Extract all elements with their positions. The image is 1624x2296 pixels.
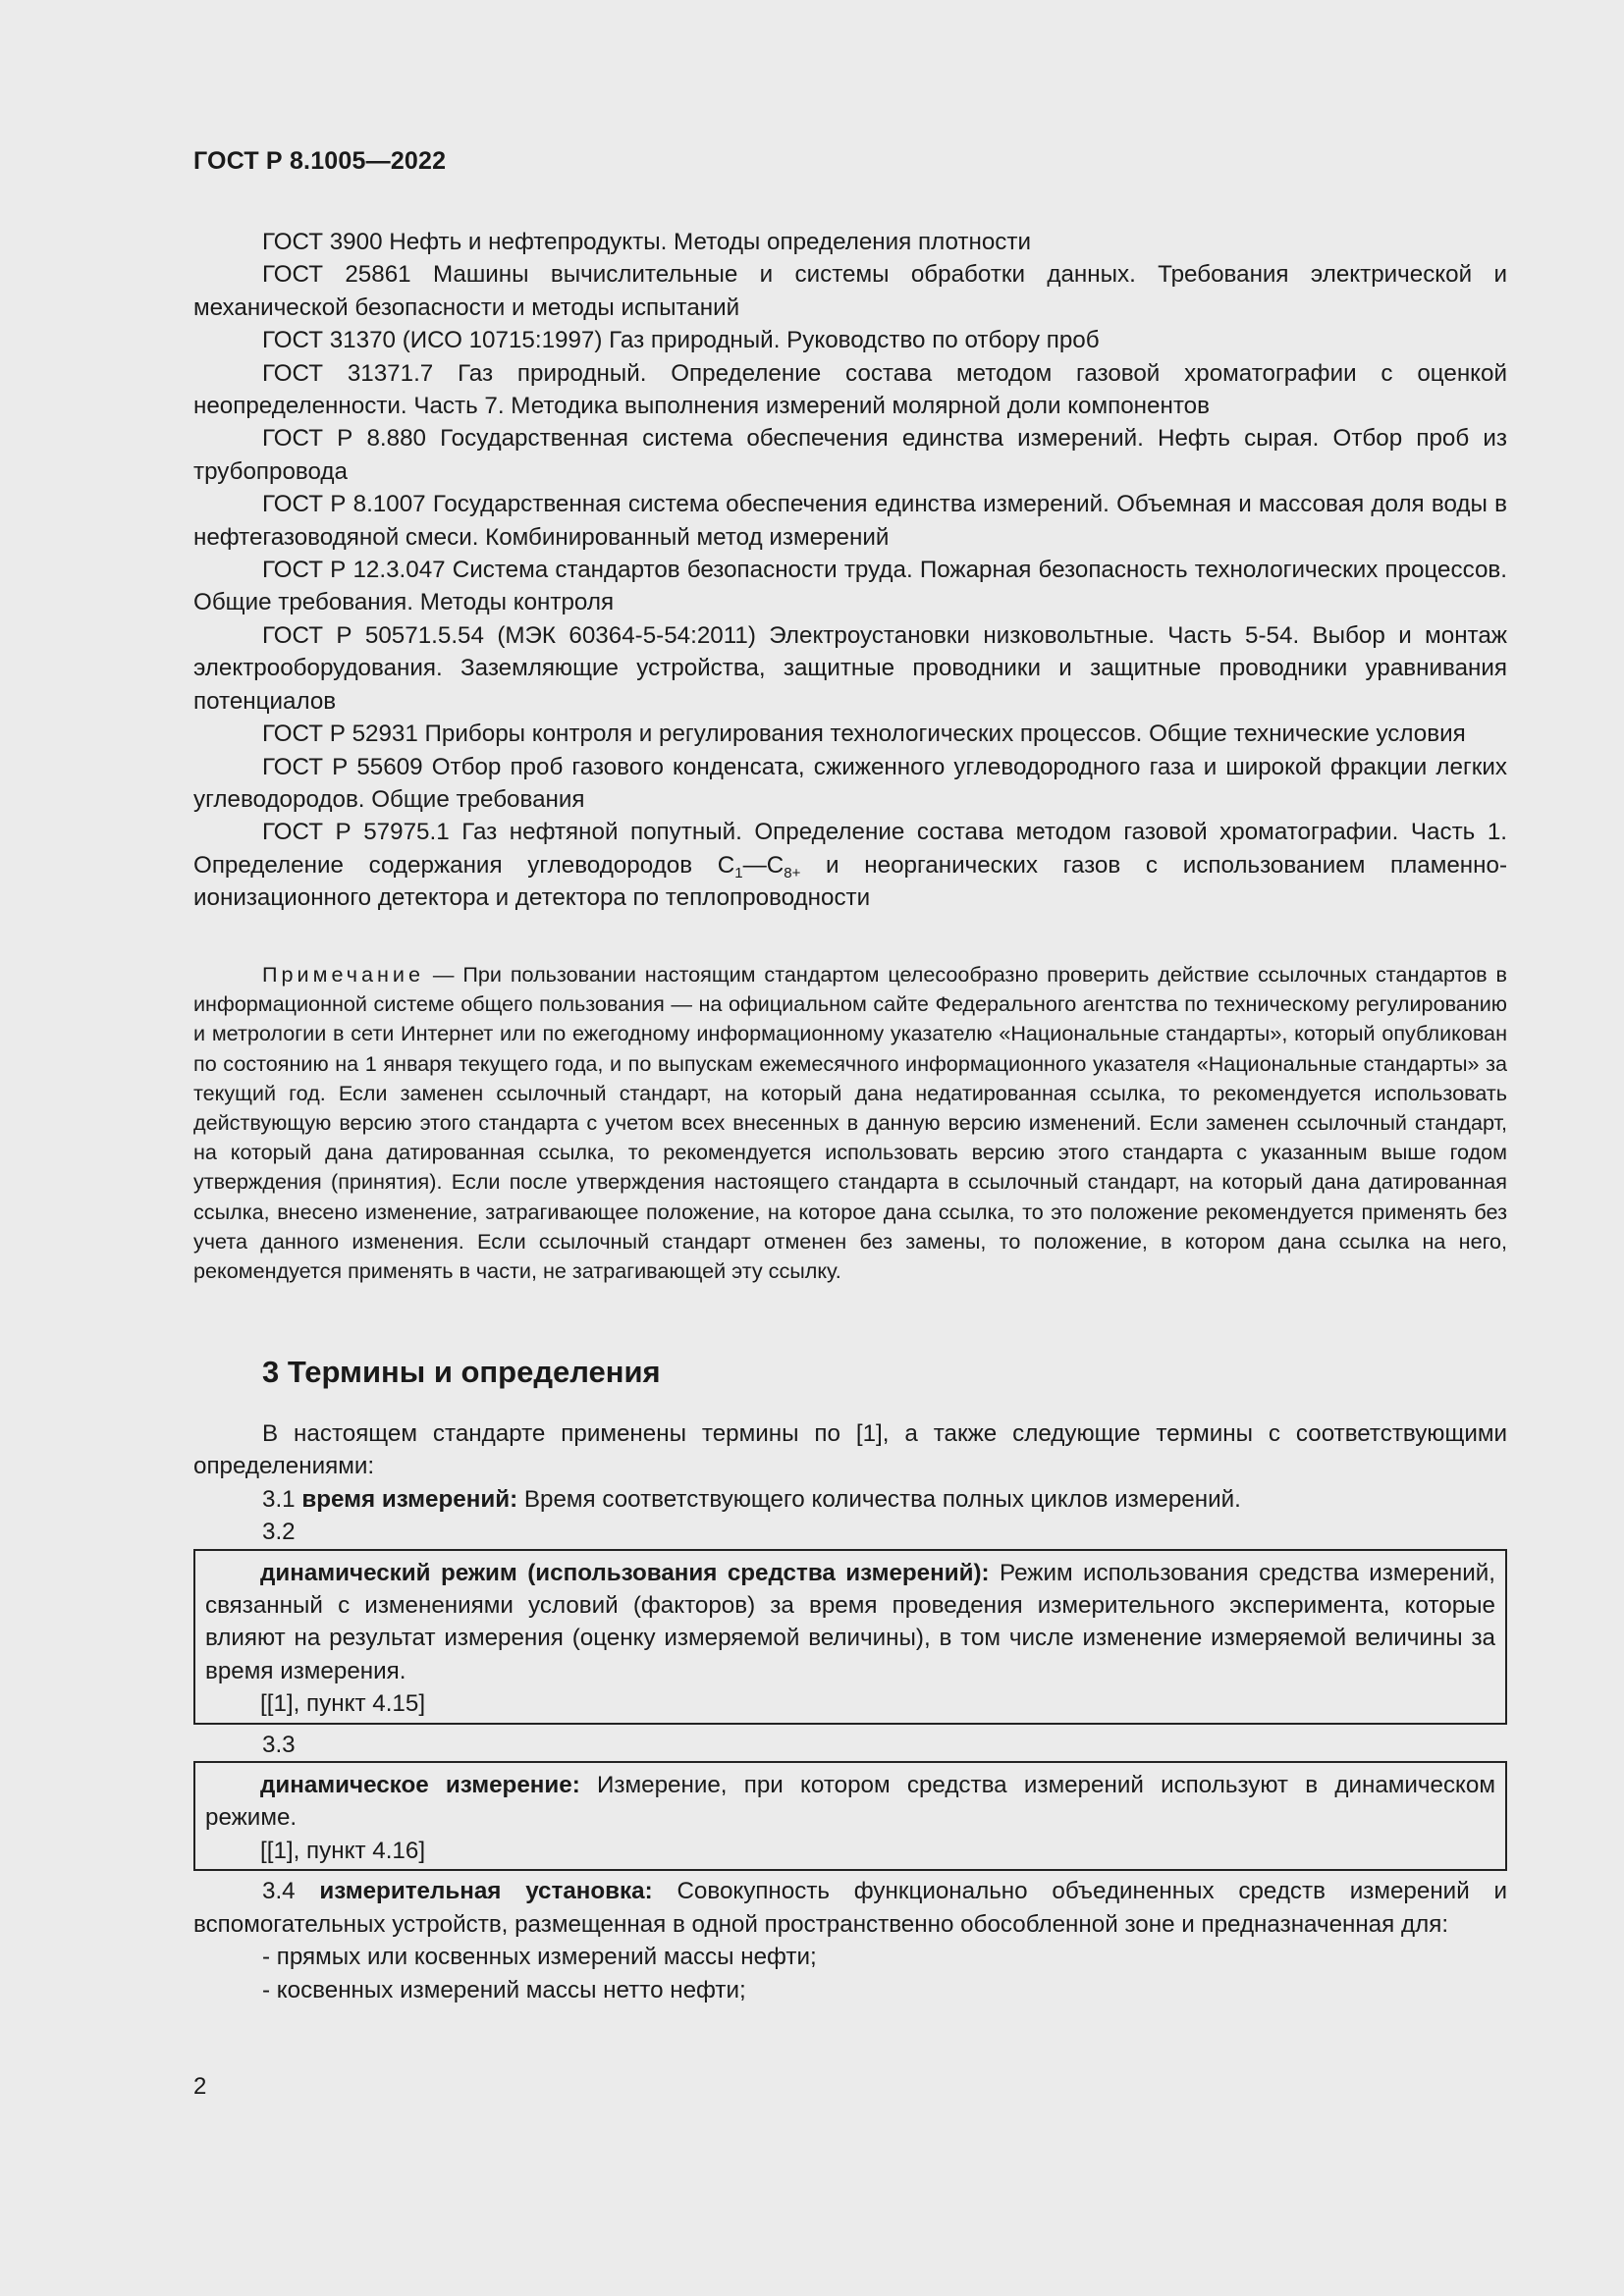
subscript: 8+ — [784, 864, 801, 881]
list-item: - косвенных измерений массы нетто нефти; — [262, 1976, 746, 2003]
term-source: [[1], пункт 4.15] — [260, 1690, 426, 1718]
note-label: Примечание — [262, 962, 424, 987]
term-3-1 — [193, 1483, 1507, 1516]
note-text: — При пользовании настоящим стандартом целесообразно проверить действие ссылочных стандартов в информационной системе общего пользования — на официальном сайте Федерального агентства по техническому регулированию и метрологии в сети Интернет или по ежегодному информационному указателю «Национальные стандарты», который опубликован по состоянию на 1 января текущего года, и по выпускам ежемесячного информационного указателя «Национальные стандарты» за текущий год. Если заменен ссылочный стандарт, на который дана недатированная ссылка, то рекомендуется использовать действующую версию этого стандарта с учетом всех внесенных в данную версию изменений. Если заменен ссылочный стандарт, на который дана датированная ссылка, то рекомендуется использовать версию этого стандарта с указанным выше годом утверждения (принятия). Если после утверждения настоящего стандарта в ссылочный стандарт, на который дана датированная ссылка, внесено изменение, затрагивающее положение, на которое дана ссылка, то это положение рекомендуется применять без учета данного изменения. Если ссылочный стандарт отменен без замены, то положение, в котором дана ссылка на него, рекомендуется применять в части, не затрагивающей эту ссылку. — [193, 962, 1507, 1284]
section-intro: В настоящем стандарте применены термины по [1], а также следующие термины с соответствующими определениями: — [193, 1420, 1507, 1480]
term-name: время измерений: — [301, 1485, 518, 1513]
term-number: 3.3 — [262, 1731, 296, 1758]
reference-item: ГОСТ Р 8.1007 Государственная система обеспечения единства измерений. Объемная и массовая доля воды в нефтегазоводяной смеси. Комбинированный метод измерений — [193, 491, 1507, 551]
term-number: 3.2 — [262, 1519, 296, 1546]
reference-text: ГОСТ Р 57975.1 Газ нефтяной попутный. Определение состава методом газовой хроматографии. Часть 1. Определение содержания углеводородов С — [193, 819, 1507, 879]
note-paragraph — [193, 960, 1507, 1286]
page-number: 2 — [193, 2073, 207, 2100]
term-name: динамическое измерение: — [260, 1772, 580, 1799]
normative-references — [193, 226, 1507, 915]
term-3-2-box — [193, 1549, 1507, 1725]
term-number: 3.1 — [262, 1485, 302, 1513]
reference-text: и неорганических газов с использованием пламенно-ионизационного детектора и детектора по теплопроводности — [193, 851, 1507, 912]
subscript: 1 — [734, 864, 743, 881]
reference-item: ГОСТ Р 50571.5.54 (МЭК 60364-5-54:2011) Электроустановки низковольтные. Часть 5-54. Выбор и монтаж электрооборудования. Заземляющие устройства, защитные проводники и защитные проводники уравнивания потенциалов — [193, 621, 1507, 715]
term-definition: Измерение, при котором средства измерений используют в динамическом режиме. — [205, 1772, 1495, 1832]
term-definition: Режим использования средства измерений, связанный с изменениями условий (факторов) за время проведения измерительного эксперимента, которые влияют на результат измерения (оценку измеряемой величины), в том числе изменение измеряемой величины за время измерения. — [205, 1559, 1495, 1684]
document-header: ГОСТ Р 8.1005—2022 — [193, 147, 447, 175]
term-3-3-box — [193, 1761, 1507, 1871]
term-name: измерительная установка: — [319, 1878, 653, 1905]
reference-item: ГОСТ 25861 Машины вычислительные и системы обработки данных. Требования электрической и механической безопасности и методы испытаний — [193, 261, 1507, 321]
term-source: [[1], пункт 4.16] — [260, 1837, 426, 1864]
term-3-3 — [205, 1769, 1495, 1835]
reference-item: ГОСТ 31371.7 Газ природный. Определение состава методом газовой хроматографии с оценкой неопределенности. Часть 7. Методика выполнения измерений молярной доли компонентов — [193, 359, 1507, 420]
term-3-2 — [205, 1557, 1495, 1688]
term-name: динамический режим (использования средства измерений): — [260, 1559, 990, 1586]
list-item: - прямых или косвенных измерений массы нефти; — [262, 1944, 817, 1971]
reference-item: ГОСТ 31370 (ИСО 10715:1997) Газ природный. Руководство по отбору проб — [262, 327, 1100, 354]
term-definition: Совокупность функционально объединенных средств измерений и вспомогательных устройств, размещенная в одной пространственно обособленной зоне и предназначенная для: — [193, 1878, 1507, 1938]
term-definition: Время соответствующего количества полных циклов измерений. — [517, 1485, 1241, 1513]
term-3-4 — [193, 1875, 1507, 1941]
reference-item: ГОСТ 3900 Нефть и нефтепродукты. Методы определения плотности — [262, 229, 1031, 255]
reference-item: ГОСТ Р 55609 Отбор проб газового конденсата, сжиженного углеводородного газа и широкой фракции легких углеводородов. Общие требования — [193, 753, 1507, 813]
reference-item: ГОСТ Р 12.3.047 Система стандартов безопасности труда. Пожарная безопасность технологических процессов. Общие требования. Методы контроля — [193, 557, 1507, 616]
reference-text: —С — [742, 851, 785, 879]
section-title: 3 Термины и определения — [262, 1355, 661, 1389]
term-number: 3.4 — [262, 1878, 320, 1905]
reference-item: ГОСТ Р 8.880 Государственная система обеспечения единства измерений. Нефть сырая. Отбор проб из трубопровода — [193, 425, 1507, 485]
terms-section — [193, 1417, 1507, 2006]
reference-item: ГОСТ Р 52931 Приборы контроля и регулирования технологических процессов. Общие технические условия — [262, 721, 1466, 748]
note-block — [193, 960, 1507, 1286]
reference-item-last — [193, 816, 1507, 914]
